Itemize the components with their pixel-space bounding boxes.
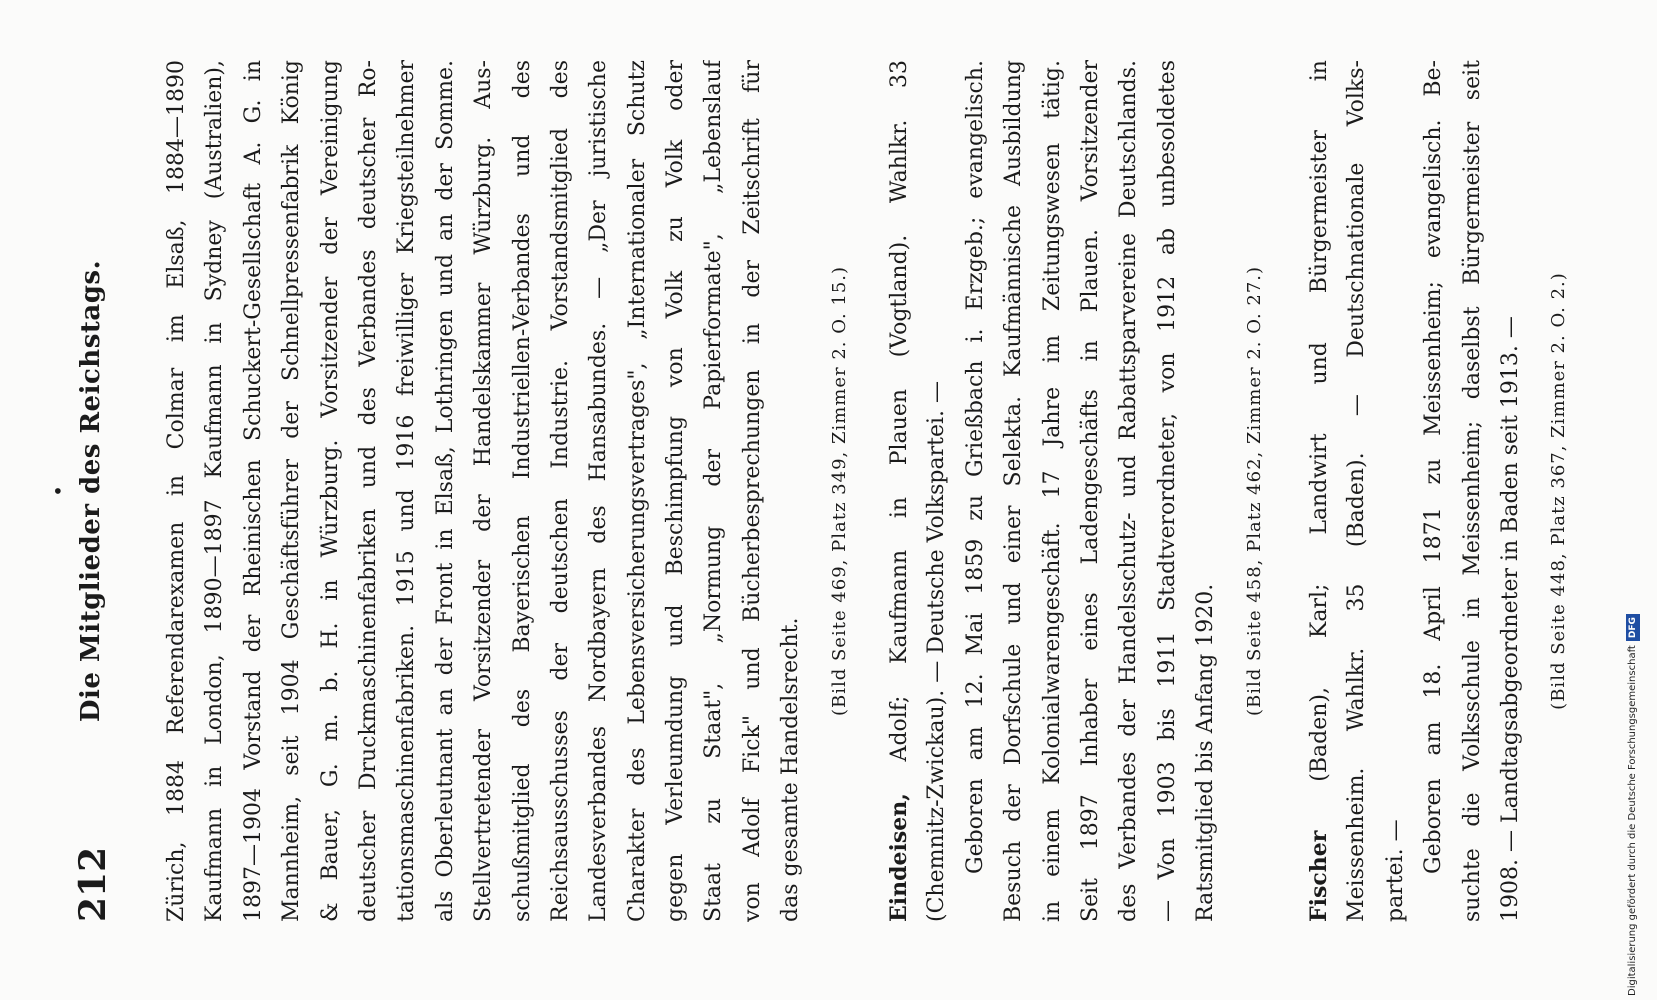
text-line: Zürich, 1884 Referendarexamen in Colmar im Elsaß, 1884—1890	[164, 60, 189, 922]
entry-fischer	[1300, 60, 1570, 922]
text-line: & Bauer, G. m. b. H. in Würzburg. Vorsitzender der Vereinigung	[317, 60, 343, 922]
header-dot: •	[46, 485, 70, 497]
text-line: Seit 1897 Inhaber eines Ladengeschäfts in Plauen. Vorsitzender	[1077, 60, 1103, 922]
text-line: Besuch der Dorfschule und einer Selekta. Kaufmännische Ausbildung	[1001, 60, 1027, 922]
text-line: Meissenheim. Wahlkr. 35 (Baden). — Deutschnationale Volks-	[1344, 60, 1370, 922]
text-line: Geboren am 18. April 1871 zu Meissenheim; evangelisch. Be-	[1421, 60, 1447, 874]
text-line: von Adolf Fick" und Bücherbesprechungen in der Zeitschrift für	[739, 60, 765, 922]
text-line: tationsmaschinenfabriken. 1915 und 1916 freiwilliger Kriegsteilnehmer	[394, 60, 420, 922]
entry-caption: (Bild Seite 458, Platz 462, Zimmer 2. O. 27.)	[1243, 265, 1265, 717]
text-line: Geboren am 12. Mai 1859 zu Grießbach i. Erzgeb.; evangelisch.	[962, 60, 988, 874]
text-line: schußmitglied des Bayerischen Industriellen-Verbandes und des	[509, 60, 535, 922]
dfg-logo: DFG	[1626, 614, 1640, 641]
member-name: Fischer	[1306, 830, 1332, 922]
page-title: Die Mitglieder des Reichstags.	[76, 259, 106, 723]
text-line: Adolf; Kaufmann in Plauen (Vogtland). Wahlkr. 33	[887, 60, 912, 762]
member-name: Eindeisen,	[886, 793, 912, 922]
text-line: suchte die Volksschule in Meissenheim; daselbst Bürgermeister seit	[1459, 60, 1485, 922]
page-number: 212	[72, 846, 114, 922]
page-header	[46, 60, 114, 922]
text-line: 1908. — Landtagsabgeordneter in Baden seit 1913. —	[1497, 316, 1523, 922]
text-line: in einem Kolonialwarengeschäft. 17 Jahre im Zeitungswesen tätig.	[1039, 60, 1065, 922]
entry-caption: (Bild Seite 448, Platz 367, Zimmer 2. O. 2.)	[1548, 272, 1570, 710]
text-line: Ratsmitglied bis Anfang 1920.	[1193, 583, 1219, 922]
text-line: als Oberleutnant an der Front in Elsaß, Lothringen und an der Somme.	[432, 60, 458, 922]
text-line: (Baden), Karl; Landwirt und Bürgermeister in	[1307, 60, 1332, 782]
text-line: Staat zu Staat", „Normung der Papierformate", „Lebenslauf	[701, 60, 727, 922]
entry-eindeisen	[880, 60, 1266, 922]
text-line: Landesverbandes Nordbayern des Hansabundes. — „Der juristische	[586, 60, 612, 922]
text-line: das gesamte Handelsrecht.	[778, 617, 804, 922]
text-line: Mannheim, seit 1904 Geschäftsführer der Schnellpressenfabrik König	[279, 60, 305, 922]
entry-continuation	[158, 60, 851, 922]
text-line: des Verbandes der Handelsschutz- und Rabattsparvereine Deutschlands.	[1116, 60, 1142, 922]
text-line: (Chemnitz-Zwickau). — Deutsche Volkspartei. —	[924, 380, 950, 922]
text-line: partei. —	[1382, 819, 1408, 922]
text-line: 1897—1904 Vorstand der Rheinischen Schuckert-Gesellschaft A. G. in	[240, 60, 266, 922]
text-line: gegen Verleumdung und Beschimpfung von Volk zu Volk oder	[663, 60, 689, 922]
digitization-text: Digitalisierung gefördert durch die Deutsche Forschungsgemeinschaft	[1627, 645, 1638, 996]
digitization-note	[1618, 6, 1648, 996]
text-line: deutscher Druckmaschinenfabriken und des Verbandes deutscher Ro-	[355, 60, 381, 922]
text-line: Reichsausschusses der deutschen Industrie. Vorstandsmitglied des	[547, 60, 573, 922]
text-line: Stellvertretender Vorsitzender der Handelskammer Würzburg. Aus-	[471, 60, 497, 922]
text-line: Kaufmann in London, 1890—1897 Kaufmann in Sydney (Australien),	[202, 60, 228, 922]
entry-caption: (Bild Seite 469, Platz 349, Zimmer 2. O. 15.)	[828, 265, 850, 717]
text-line: Charakter des Lebensversicherungsvertrages", „Internationaler Schutz	[624, 60, 650, 922]
text-line: — Von 1903 bis 1911 Stadtverordneter, von 1912 ab unbesoldetes	[1154, 60, 1180, 922]
